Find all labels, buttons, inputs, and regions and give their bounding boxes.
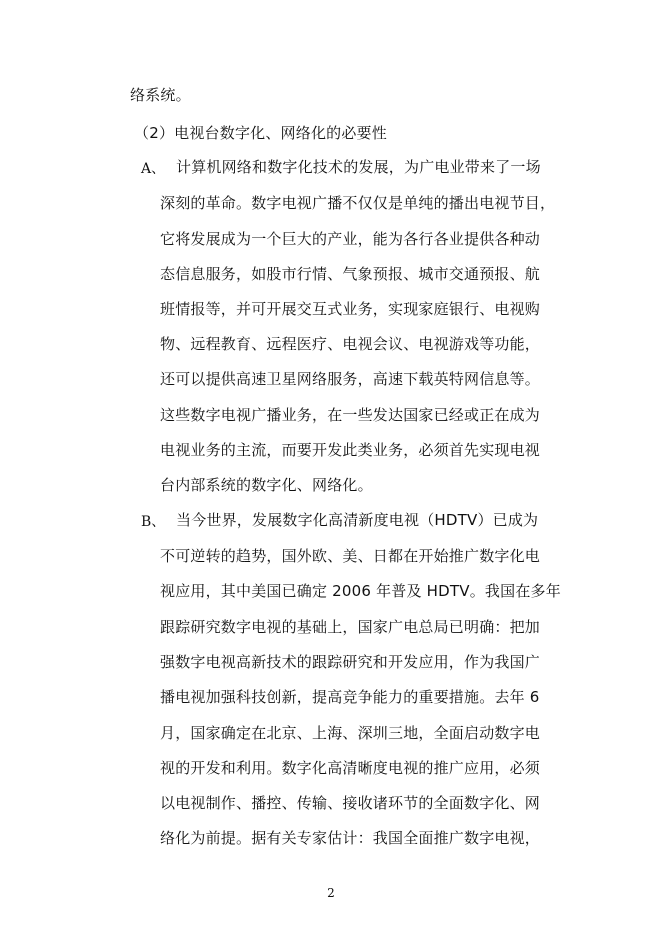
page-number: 2 bbox=[327, 886, 335, 900]
item-a-line: 这些数字电视广播业务，在一些发达国家已经或正在成为 bbox=[160, 406, 541, 424]
item-b-line: 播电视加强科技创新，提高竞争能力的重要措施。去年 6 bbox=[160, 688, 540, 706]
item-a-line: 它将发展成为一个巨大的产业，能为各行各业提供各种动 bbox=[160, 230, 541, 248]
item-b-line: 不可逆转的趋势，国外欧、美、日都在开始推广数字化电 bbox=[160, 547, 541, 565]
item-b-line: 强数字电视高新技术的跟踪研究和开发应用，作为我国广 bbox=[160, 653, 541, 671]
item-a-line: 电视业务的主流，而要开发此类业务，必须首先实现电视 bbox=[160, 441, 541, 459]
item-b-line: 以电视制作、播控、传输、接收诸环节的全面数字化、网 bbox=[160, 794, 541, 812]
item-a-line: 态信息服务，如股市行情、气象预报、城市交通预报、航 bbox=[160, 265, 541, 283]
item-b-line: 当今世界，发展数字化高清新度电视（HDTV）已成为 bbox=[176, 511, 539, 529]
item-b-line: 络化为前提。据有关专家估计：我国全面推广数字电视， bbox=[160, 829, 541, 847]
item-a-line: 台内部系统的数字化、网络化。 bbox=[160, 476, 373, 494]
section-heading: （2）电视台数字化、网络化的必要性 bbox=[134, 124, 387, 142]
item-b-line: 视应用，其中美国已确定 2006 年普及 HDTV。我国在多年 bbox=[160, 582, 561, 600]
item-a-line: 物、远程教育、远程医疗、电视会议、电视游戏等功能， bbox=[160, 335, 541, 353]
paragraph-line: 络系统。 bbox=[130, 86, 191, 104]
item-a-line: 计算机网络和数字化技术的发展，为广电业带来了一场 bbox=[176, 158, 541, 176]
item-b-line: 视的开发和利用。数字化高清晰度电视的推广应用，必须 bbox=[160, 759, 541, 777]
item-a-line: 班情报等，并可开展交互式业务，实现家庭银行、电视购 bbox=[160, 300, 541, 318]
item-a-line: 深刻的革命。数字电视广播不仅仅是单纯的播出电视节目， bbox=[160, 194, 556, 212]
item-b-line: 月，国家确定在北京、上海、深圳三地，全面启动数字电 bbox=[160, 724, 541, 742]
list-marker-a: A、 bbox=[141, 161, 166, 177]
item-b-line: 跟踪研究数字电视的基础上，国家广电总局已明确：把加 bbox=[160, 618, 541, 636]
item-a-line: 还可以提供高速卫星网络服务，高速下载英特网信息等。 bbox=[160, 370, 541, 388]
list-marker-b: B、 bbox=[141, 514, 166, 530]
